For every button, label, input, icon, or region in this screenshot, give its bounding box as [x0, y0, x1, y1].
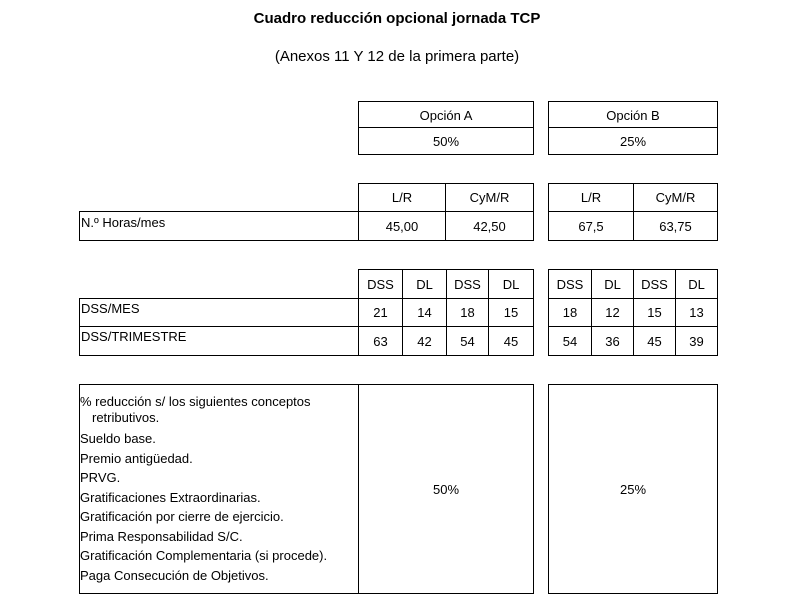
concept-item: Gratificación por cierre de ejercicio. [80, 509, 284, 524]
option-a-box [358, 101, 534, 155]
concept-item: Paga Consecución de Objetivos. [80, 567, 269, 583]
concept-item: Gratificación Complementaria (si procede). [80, 548, 328, 563]
dss-b-trimestre-cell: 45 [647, 333, 662, 349]
concepts-heading: % reducción s/ los siguientes conceptos [80, 394, 311, 409]
dss-a-header: DSS [367, 276, 394, 292]
dss-b-header: DSS [556, 276, 584, 292]
hours-b-value-lr: 67,5 [578, 218, 604, 234]
dss-b-mes-cell: 15 [647, 305, 662, 320]
dss-b-header: DL [688, 276, 705, 292]
dss-a-mes-cell: 18 [460, 305, 475, 320]
hours-row-label: N.º Horas/mes [81, 215, 166, 230]
hours-a-table [358, 183, 534, 241]
hours-b-header-lr: L/R [580, 190, 602, 205]
concept-item: Prima Responsabilidad S/C. [80, 528, 243, 544]
hours-b-table [548, 183, 718, 241]
option-a-percent: 50% [432, 133, 460, 149]
option-b-box [548, 101, 718, 155]
concept-item: PRVG. [80, 470, 121, 485]
dss-a-mes-cell: 14 [417, 305, 432, 320]
dss-a-header: DSS [454, 276, 481, 292]
dss-b-trimestre-cell: 39 [689, 333, 704, 349]
dss-a-trimestre-cell: 42 [417, 333, 432, 349]
dss-b-header: DSS [641, 276, 668, 292]
concepts-a-box [358, 384, 534, 594]
dss-row-label: DSS/TRIMESTRE [81, 329, 187, 344]
dss-a-trimestre-cell: 54 [460, 333, 475, 349]
dss-b-table [548, 269, 718, 356]
option-b-name: Opción B [606, 107, 660, 123]
dss-label-box [79, 298, 359, 356]
dss-b-trimestre-cell: 54 [562, 333, 578, 349]
page-subtitle: (Anexos 11 Y 12 de la primera parte) [274, 48, 520, 65]
hours-a-value-lr: 45,00 [385, 218, 419, 234]
concepts-b-box [548, 384, 718, 594]
dss-a-table [358, 269, 534, 356]
hours-a-header-cym: CyM/R [469, 190, 510, 205]
dss-a-trimestre-cell: 63 [373, 333, 388, 349]
dss-a-header: DL [502, 276, 520, 292]
dss-b-mes-cell: 13 [689, 305, 704, 320]
hours-label-box [79, 211, 359, 241]
dss-a-trimestre-cell: 45 [503, 333, 519, 349]
dss-b-mes-cell: 18 [562, 305, 578, 320]
dss-a-mes-cell: 21 [373, 305, 388, 320]
dss-row-label: DSS/MES [81, 301, 140, 316]
dss-b-mes-cell: 12 [605, 305, 620, 320]
dss-a-header: DL [416, 276, 433, 292]
option-a-name: Opción A [419, 107, 473, 123]
dss-b-trimestre-cell: 36 [605, 333, 620, 349]
hours-b-value-cym: 63,75 [659, 218, 692, 234]
concepts-list [80, 394, 356, 585]
page-title: Cuadro reducción opcional jornada TCP [253, 10, 541, 27]
concepts-heading-cont: retributivos. [92, 410, 160, 425]
concept-item: Sueldo base. [80, 431, 156, 446]
hours-b-header-cym: CyM/R [655, 190, 696, 205]
concepts-b-value: 25% [619, 481, 647, 497]
hours-a-value-cym: 42,50 [473, 218, 506, 234]
concept-item: Gratificaciones Extraordinarias. [80, 489, 261, 505]
concept-item: Premio antigüedad. [80, 450, 193, 466]
dss-a-mes-cell: 15 [503, 305, 519, 320]
option-b-percent: 25% [619, 133, 647, 149]
concepts-a-value: 50% [432, 481, 460, 497]
dss-b-header: DL [604, 276, 621, 292]
hours-a-header-lr: L/R [391, 190, 413, 205]
